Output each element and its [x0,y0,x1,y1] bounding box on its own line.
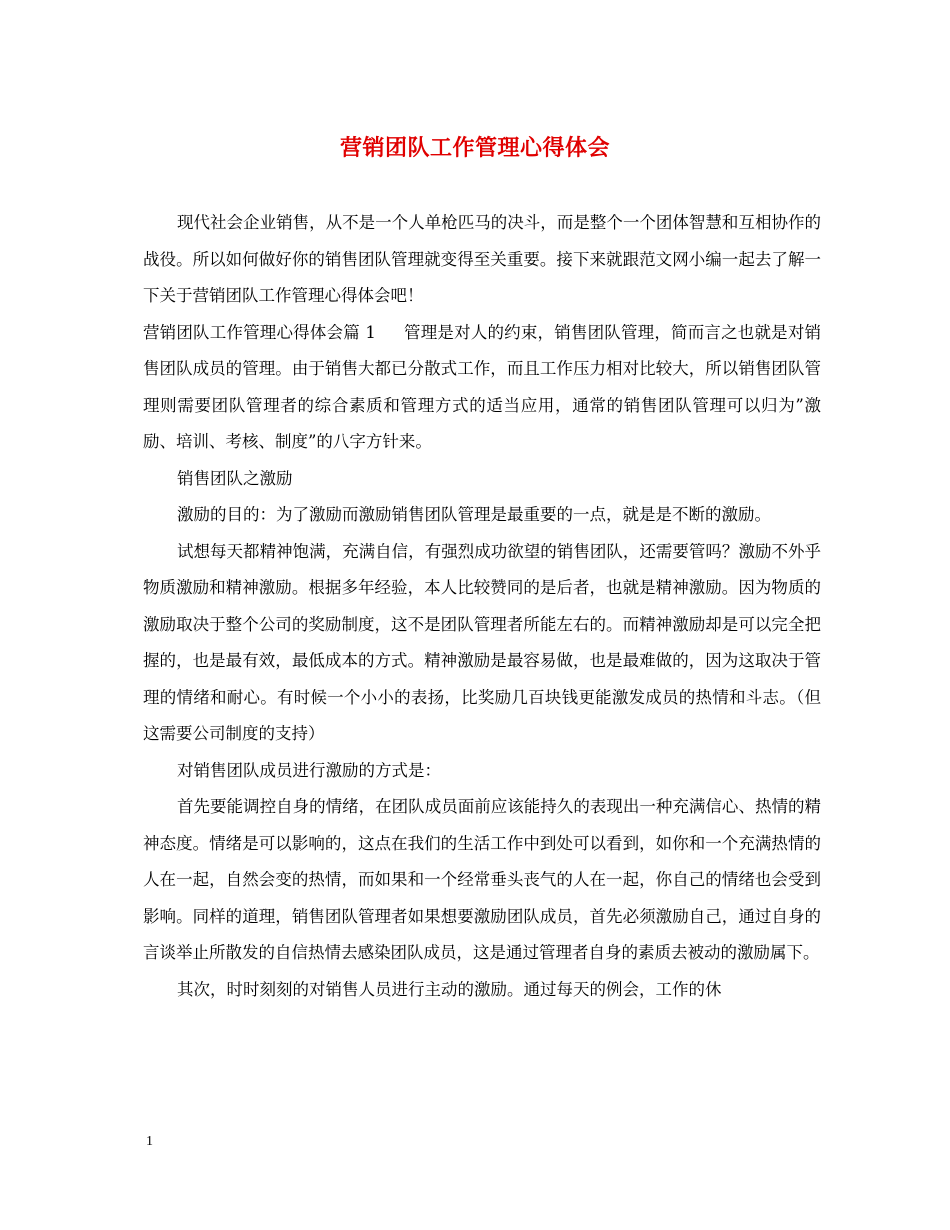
document-title: 营销团队工作管理心得体会 [339,135,610,161]
paragraph-active-incentive: 其次，时时刻刻的对销售人员进行主动的激励。通过每天的例会，工作的休 [177,979,722,999]
paragraph-spirit-incentive: 试想每天都精神饱满，充满自信，有强烈成功欲望的销售团队，还需要管吗？激励不外乎物质激励和精神激励。根据多年经验，本人比较赞同的是后者，也就是精神激励。因为物质的激励取决于整个公司的奖励制度，这不是团队管理者所能左右的。而精神激励却是可以完全把握的，也是最有效，最低成本的方式。精神激励是最容易做，也是最难做的，因为这取决于管理的情绪和耐心。有时候一个小小的表扬，比奖励几百块钱更能激发成员的热情和斗志。（但这需要公司制度的支持） [143,541,821,743]
paragraph-incentive-purpose: 激励的目的：为了激励而激励销售团队管理是最重要的一点，就是是不断的激励。 [177,505,771,524]
paragraph-self-emotion: 首先要能调控自身的情绪，在团队成员面前应该能持久的表现出一种充满信心、热情的精神态度。情绪是可以影响的，这点在我们的生活工作中到处可以看到，如你和一个充满热情的人在一起，自然会变的热情，而如果和一个经常垂头丧气的人在一起，你自己的情绪也会受到影响。同样的道理，销售团队管理者如果想要激励团队成员，首先必须激励自己，通过自身的言谈举止所散发的自信热情去感染团队成员，这是通过管理者自身的素质去被动的激励属下。 [143,797,821,962]
intro-paragraph: 现代社会企业销售，从不是一个人单枪匹马的决斗，而是整个一个团体智慧和互相协作的战役。所以如何做好你的销售团队管理就变得至关重要。接下来就跟范文网小编一起去了解一下关于营销团队工作管理心得体会吧！ [143,213,821,305]
subheading-incentive: 销售团队之激励 [177,468,293,488]
section-first-paragraph: 管理是对人的约束，销售团队管理，简而言之也就是对销售团队成员的管理。由于销售大都已分散式工作，而且工作压力相对比较大，所以销售团队管理则需要团队管理者的综合素质和管理方式的适当应用，通常的销售团队管理可以归为”激励、培训、考核、制度”的八字方针来。 [143,322,822,451]
document-body [143,205,821,1008]
paragraph-incentive-methods: 对销售团队成员进行激励的方式是： [177,760,441,780]
section-paragraph [143,315,821,461]
page-number: 1 [146,1134,153,1149]
section-label: 营销团队工作管理心得体会篇 1 [143,322,376,342]
